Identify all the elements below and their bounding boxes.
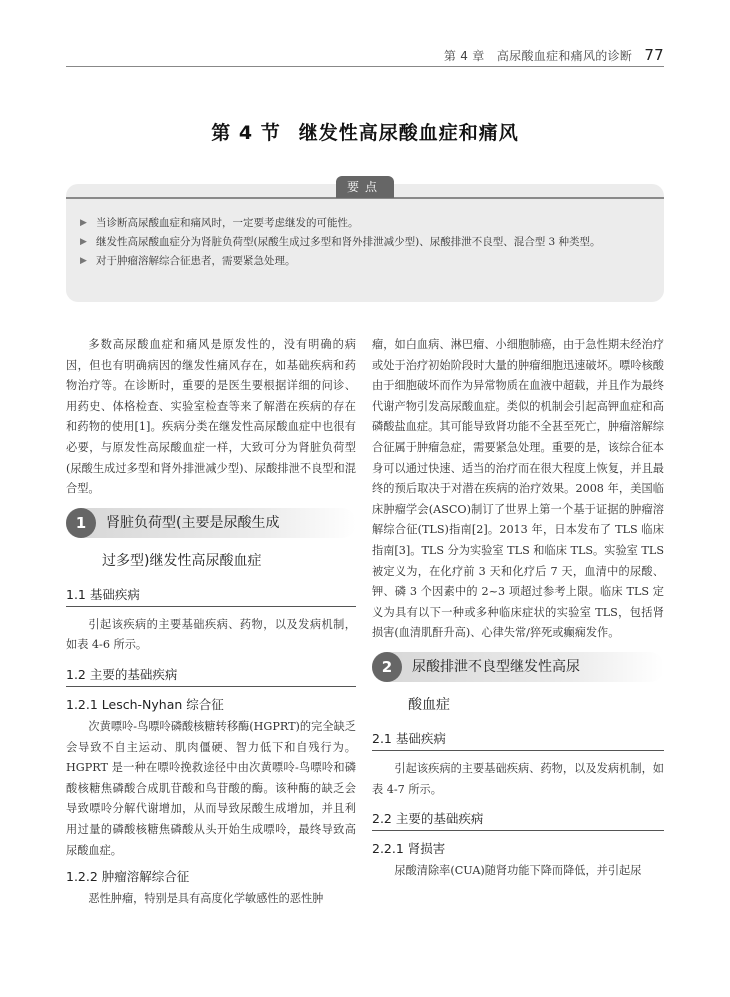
- subsection-heading: 2.2 主要的基础疾病: [372, 810, 664, 831]
- triangle-bullet-icon: ▶: [80, 237, 87, 247]
- paragraph: 瘤，如白血病、淋巴瘤、小细胞肺癌，由于急性期未经治疗或处于治疗初始阶段时大量的肿瘤细胞迅速破坏。嘌呤核酸由于细胞破坏而作为异常物质在血液中超载，并且作为最终代谢产物引发高尿酸血症。类似的机制会引起高钾血症和高磷酸盐血症。其可能导致肾功能不全甚至死亡，肿瘤溶解综合征属于肿瘤急症，需要紧急处理。重要的是，该综合征本身可以通过快速、适当的治疗而在很大程度上恢复，并且最终的预后取决于对潜在疾病的治疗效果。2008 年，美国临床肿瘤学会(ASCO)制订了世界上第一个基于证据的肿瘤溶解综合征(TLS)指南[2]。2013 年，日本发布了 TLS 临床指南[3]。TLS 分为实验室 TLS 和临床 TLS。实验室 TLS 被定义为，在化疗前 3 天和化疗后 7 天，血清中的尿酸、钾、磷 3 个因素中的 2~3 项超过参考上限。临床 TLS 定义为具有以下一种或多种临床症状的实验室 TLS，包括肾损害(血清肌酐升高)、心律失常/猝死或癫痫发作。: [372, 338, 664, 640]
- key-points-label: 要点: [336, 176, 394, 198]
- running-header: [66, 46, 664, 64]
- section-number-badge: 1: [66, 508, 96, 538]
- paragraph: 尿酸清除率(CUA)随肾功能下降而降低，并引起尿: [394, 864, 642, 878]
- section-number-badge: 2: [372, 652, 402, 682]
- section-heading-text: 肾脏负荷型(主要是尿酸生成: [106, 514, 280, 531]
- paragraph: 恶性肿瘤，特别是具有高度化学敏感性的恶性肿: [88, 892, 324, 906]
- subsection-heading: 1.1 基础疾病: [66, 586, 356, 607]
- section-title: [0, 118, 730, 145]
- paragraph: 次黄嘌呤-鸟嘌呤磷酸核糖转移酶(HGPRT)的完全缺乏会导致不自主运动、肌肉僵硬、智力低下和自残行为。HGPRT 是一种在嘌呤挽救途径中由次黄嘌呤-鸟嘌呤和磷酸核糖焦磷酸合成肌苷酸和鸟苷酸的酶。该种酶的缺乏会导致嘌呤分解代谢增加，从而导致尿酸生成增加，并且利用过量的磷酸核糖焦磷酸从头开始生成嘌呤，最终导致高尿酸血症。: [66, 719, 356, 857]
- subsubsection-heading: 1.2.1 Lesch-Nyhan 综合征: [66, 696, 224, 712]
- section-heading-text: 酸血症: [408, 696, 450, 713]
- subsubsection-heading: 1.2.2 肿瘤溶解综合征: [66, 869, 190, 885]
- triangle-bullet-icon: ▶: [80, 218, 87, 228]
- section-heading-1: [66, 508, 356, 576]
- section-heading-2: [372, 652, 664, 720]
- paragraph: 引起该疾病的主要基础疾病、药物，以及发病机制，如表 4-6 所示。: [66, 617, 356, 652]
- subsection-heading: 1.2 主要的基础疾病: [66, 666, 356, 687]
- right-column: [372, 335, 664, 882]
- section-heading-text: 尿酸排泄不良型继发性高尿: [412, 658, 580, 675]
- page-number: 77: [644, 46, 664, 64]
- key-points-list: [80, 214, 650, 271]
- subsubsection-heading: 2.2.1 肾损害: [372, 841, 446, 857]
- header-rule: [66, 66, 664, 67]
- subsection-heading: 2.1 基础疾病: [372, 730, 664, 751]
- key-point-item: ▶ 当诊断高尿酸血症和痛风时，一定要考虑继发的可能性。: [80, 214, 650, 233]
- section-title-text: 继发性高尿酸血症和痛风: [298, 122, 519, 144]
- paragraph: 引起该疾病的主要基础疾病、药物，以及发病机制，如表 4-7 所示。: [372, 761, 664, 796]
- left-column: [66, 335, 356, 910]
- triangle-bullet-icon: ▶: [80, 256, 87, 266]
- chapter-title: 第 4 章 高尿酸血症和痛风的诊断: [443, 49, 633, 63]
- key-point-item: ▶ 对于肿瘤溶解综合征患者，需要紧急处理。: [80, 252, 650, 271]
- section-heading-text: 过多型)继发性高尿酸血症: [102, 552, 262, 569]
- section-label: 第 4 节: [211, 122, 281, 144]
- intro-paragraph: 多数高尿酸血症和痛风是原发性的，没有明确的病因，但也有明确病因的继发性痛风存在，如基础疾病和药物治疗等。在诊断时，重要的是医生要根据详细的问诊、用药史、体格检查、实验室检查等来了解潜在疾病的存在和药物的使用[1]。疾病分类在继发性高尿酸血症中也很有必要，与原发性高尿酸血症一样，大致可分为肾脏负荷型(尿酸生成过多型和肾外排泄减少型)、尿酸排泄不良型和混合型。: [66, 338, 356, 496]
- key-point-item: ▶ 继发性高尿酸血症分为肾脏负荷型(尿酸生成过多型和肾外排泄减少型)、尿酸排泄不良型、混合型 3 种类型。: [80, 233, 650, 252]
